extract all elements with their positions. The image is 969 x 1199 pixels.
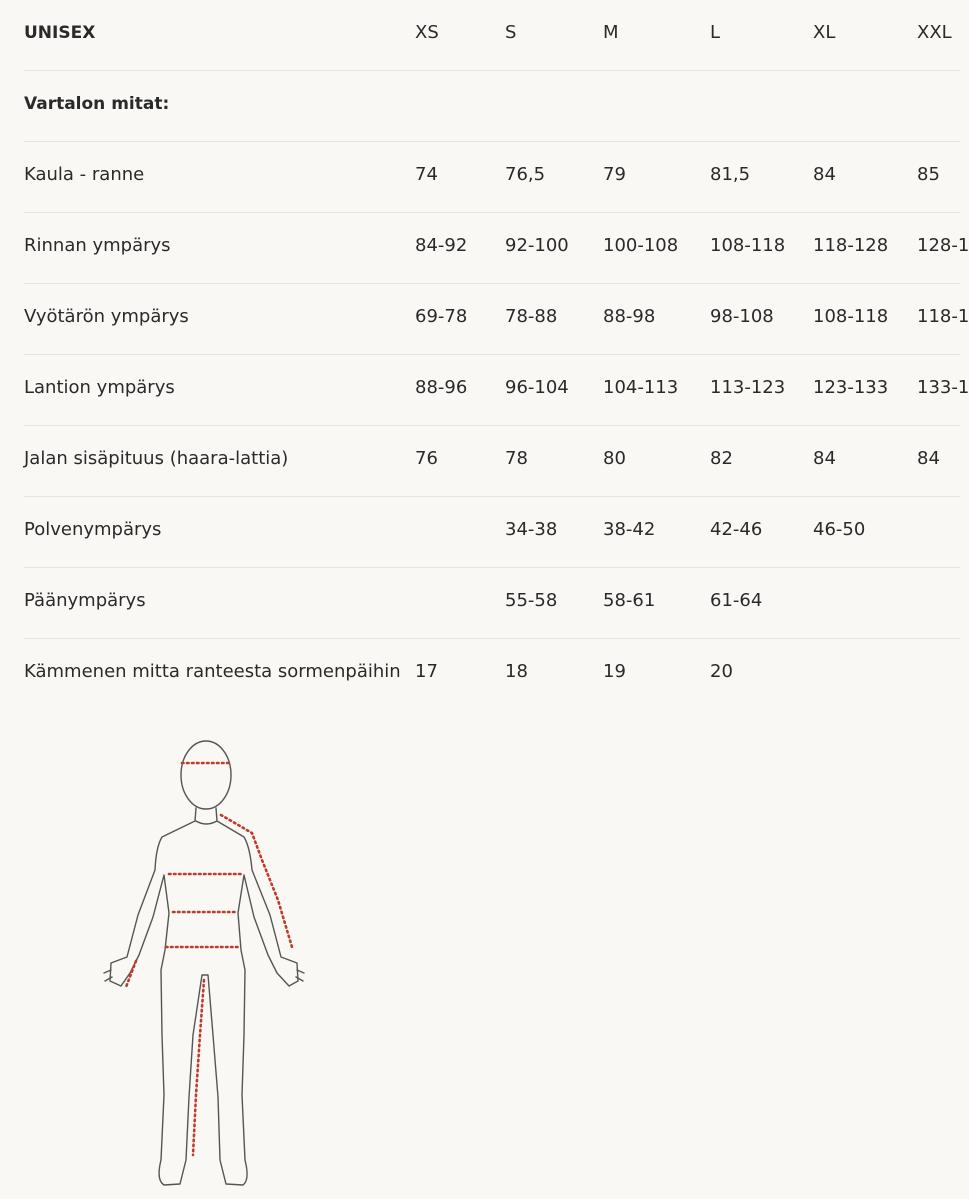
measurement-lines (126, 763, 292, 1155)
table-cell: 128-1 (917, 235, 969, 256)
table-cell: 92-100 (505, 235, 569, 256)
table-cell: 61-64 (710, 590, 763, 611)
table-cell: 80 (603, 448, 626, 469)
table-cell: 76,5 (505, 164, 546, 185)
table-cell: 85 (917, 164, 940, 185)
table-cell: 104-113 (603, 377, 679, 398)
table-cell: 84-92 (415, 235, 468, 256)
table-cell: 123-133 (813, 377, 889, 398)
table-cell: 34-38 (505, 519, 558, 540)
table-cell: 74 (415, 164, 438, 185)
section-title: Vartalon mitat: (24, 94, 170, 114)
table-cell: 84 (917, 448, 940, 469)
table-row (24, 497, 960, 568)
table-cell: 82 (710, 448, 733, 469)
table-cell: 108-118 (710, 235, 786, 256)
table-row (24, 568, 960, 639)
table-row (24, 213, 969, 284)
table-title: UNISEX (24, 23, 96, 43)
table-cell: 18 (505, 661, 528, 682)
body-outline-illustration (100, 735, 310, 1195)
table-cell: 55-58 (505, 590, 558, 611)
table-row (24, 355, 969, 426)
table-cell: 108-118 (813, 306, 889, 327)
table-cell: 38-42 (603, 519, 656, 540)
table-cell: 20 (710, 661, 733, 682)
table-cell: 88-98 (603, 306, 656, 327)
size-chart-table (24, 0, 969, 710)
table-cell: 76 (415, 448, 438, 469)
inseam-measure-line (193, 980, 204, 1155)
row-label: Päänympärys (24, 590, 146, 611)
table-cell: 88-96 (415, 377, 468, 398)
table-cell: 58-61 (603, 590, 656, 611)
table-row (24, 142, 960, 213)
row-label: Jalan sisäpituus (haara-lattia) (24, 448, 289, 469)
hand-measure-line (126, 961, 136, 987)
table-cell: 78-88 (505, 306, 558, 327)
size-header-xs: XS (415, 22, 439, 43)
table-cell: 17 (415, 661, 438, 682)
table-cell: 46-50 (813, 519, 866, 540)
row-label: Kaula - ranne (24, 164, 145, 185)
table-cell: 79 (603, 164, 626, 185)
table-row (24, 426, 960, 497)
row-label: Lantion ympärys (24, 377, 175, 398)
table-cell: 118-1 (917, 306, 969, 327)
table-cell: 19 (603, 661, 626, 682)
row-label: Vyötärön ympärys (24, 306, 189, 327)
table-cell: 96-104 (505, 377, 569, 398)
body-outline (104, 741, 304, 1185)
row-label: Kämmenen mitta ranteesta sormenpäihin (24, 661, 401, 682)
table-cell: 78 (505, 448, 528, 469)
table-cell: 133-1 (917, 377, 969, 398)
row-label: Rinnan ympärys (24, 235, 171, 256)
table-row (24, 284, 969, 355)
table-cell: 84 (813, 448, 836, 469)
size-header-xl: XL (813, 22, 836, 43)
section-row (24, 71, 960, 142)
table-cell: 69-78 (415, 306, 468, 327)
size-header-m: M (603, 22, 619, 43)
size-header-l: L (710, 22, 721, 43)
table-cell: 118-128 (813, 235, 889, 256)
neck-outline (196, 821, 217, 824)
head-outline (181, 741, 231, 809)
size-header-xxl: XXL (917, 22, 952, 43)
table-cell: 81,5 (710, 164, 751, 185)
table-cell: 113-123 (710, 377, 786, 398)
table-cell: 100-108 (603, 235, 679, 256)
table-cell: 84 (813, 164, 836, 185)
table-cell: 42-46 (710, 519, 763, 540)
table-row (24, 639, 960, 710)
body-measurement-figure (100, 735, 310, 1195)
size-header-s: S (505, 22, 517, 43)
table-header-row (24, 0, 960, 71)
row-label: Polvenympärys (24, 519, 162, 540)
table-cell: 98-108 (710, 306, 774, 327)
